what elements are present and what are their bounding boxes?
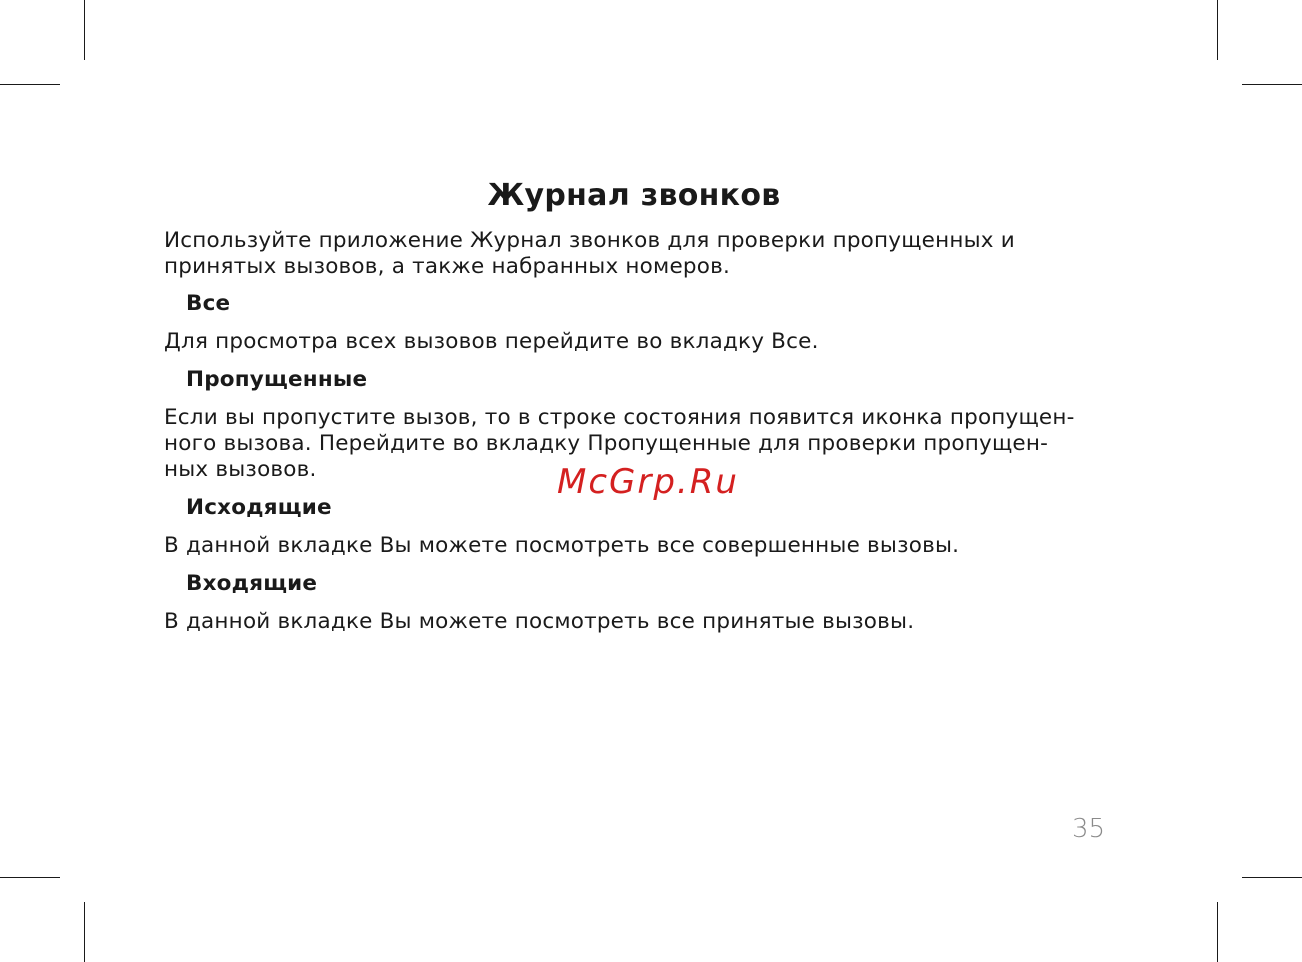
watermark: McGrp.Ru [557,462,739,502]
crop-mark-top-right-horizontal [1242,84,1302,85]
section-heading-missed: Пропущенные [186,367,368,392]
crop-mark-bottom-right-vertical [1217,902,1218,962]
section-missed-line-1: Если вы пропустите вызов, то в строке состояния появится иконка пропущен- [164,405,1075,430]
crop-mark-top-left-horizontal [0,84,60,85]
section-missed-line-2: ного вызова. Перейдите во вкладку Пропущенные для проверки пропущен- [164,431,1049,456]
crop-mark-top-left-vertical [84,0,85,60]
crop-mark-top-right-vertical [1217,0,1218,60]
document-body [164,228,1124,635]
section-outgoing-text: В данной вкладке Вы можете посмотреть все совершенные вызовы. [164,533,960,558]
section-heading-incoming: Входящие [186,571,318,596]
intro-line-2: принятых вызовов, а также набранных номеров. [164,254,730,279]
section-heading-outgoing: Исходящие [186,495,332,520]
crop-mark-bottom-left-vertical [84,902,85,962]
section-heading-all: Все [186,291,231,316]
intro-line-1: Используйте приложение Журнал звонков для проверки пропущенных и [164,228,1015,253]
crop-mark-bottom-right-horizontal [1242,877,1302,878]
page-number: 35 [1072,814,1106,844]
section-incoming-text: В данной вкладке Вы можете посмотреть все принятые вызовы. [164,609,915,634]
section-missed-line-3: ных вызовов. [164,457,317,482]
section-all-text: Для просмотра всех вызовов перейдите во вкладку Все. [164,329,819,354]
page-title: Журнал звонков [487,178,781,214]
crop-mark-bottom-left-horizontal [0,877,60,878]
